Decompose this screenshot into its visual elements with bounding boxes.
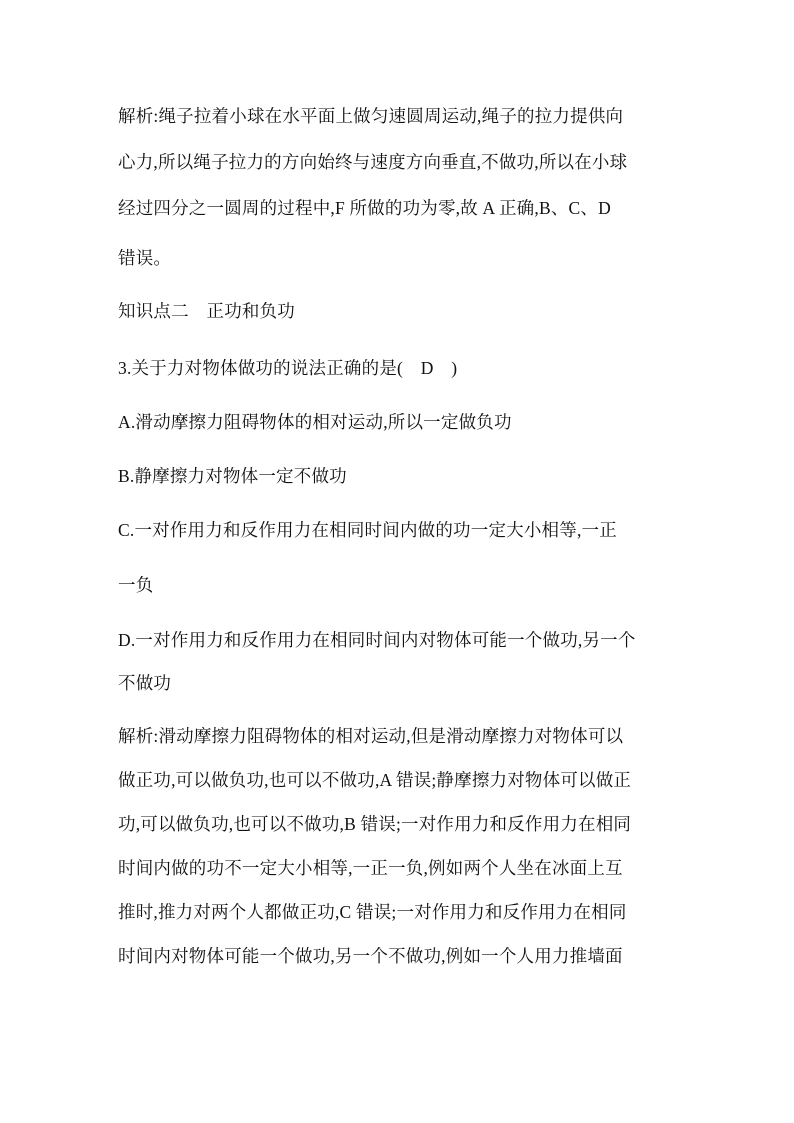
solution-3-line-4: 时间内做的功不一定大小相等,一正一负,例如两个人坐在冰面上互	[118, 858, 623, 878]
solution-1-line-3: 经过四分之一圆周的过程中,F 所做的功为零,故 A 正确,B、C、D	[118, 198, 611, 218]
solution-1-line-2: 心力,所以绳子拉力的方向始终与速度方向垂直,不做功,所以在小球	[118, 152, 628, 172]
solution-3-line-1: 解析:滑动摩擦力阻碍物体的相对运动,但是滑动摩擦力对物体可以	[118, 726, 624, 746]
solution-3-line-6: 时间内对物体可能一个做功,另一个不做功,例如一个人用力推墙面	[118, 946, 623, 966]
solution-3-line-5: 推时,推力对两个人都做正功,C 错误;一对作用力和反作用力在相同	[118, 902, 627, 922]
question-3-option-c-line-1: C.一对作用力和反作用力在相同时间内做的功一定大小相等,一正	[118, 520, 617, 540]
section-title: 知识点二 正功和负功	[118, 301, 295, 321]
question-3-option-c-line-2: 一负	[118, 575, 154, 595]
solution-3-line-3: 功,可以做负功,也可以不做功,B 错误;一对作用力和反作用力在相同	[118, 814, 632, 834]
solution-3-line-2: 做正功,可以做负功,也可以不做功,A 错误;静摩擦力对物体可以做正	[118, 770, 632, 790]
question-3-stem: 3.关于力对物体做功的说法正确的是( D )	[118, 358, 458, 378]
solution-1-line-1: 解析:绳子拉着小球在水平面上做匀速圆周运动,绳子的拉力提供向	[118, 106, 624, 126]
question-3-option-d-line-1: D.一对作用力和反作用力在相同时间内对物体可能一个做功,另一个	[118, 630, 636, 650]
question-3-option-a: A.滑动摩擦力阻碍物体的相对运动,所以一定做负功	[118, 412, 512, 432]
solution-1-line-4: 错误。	[118, 248, 172, 268]
question-3-option-d-line-2: 不做功	[118, 673, 172, 693]
question-3-option-b: B.静摩擦力对物体一定不做功	[118, 466, 347, 486]
